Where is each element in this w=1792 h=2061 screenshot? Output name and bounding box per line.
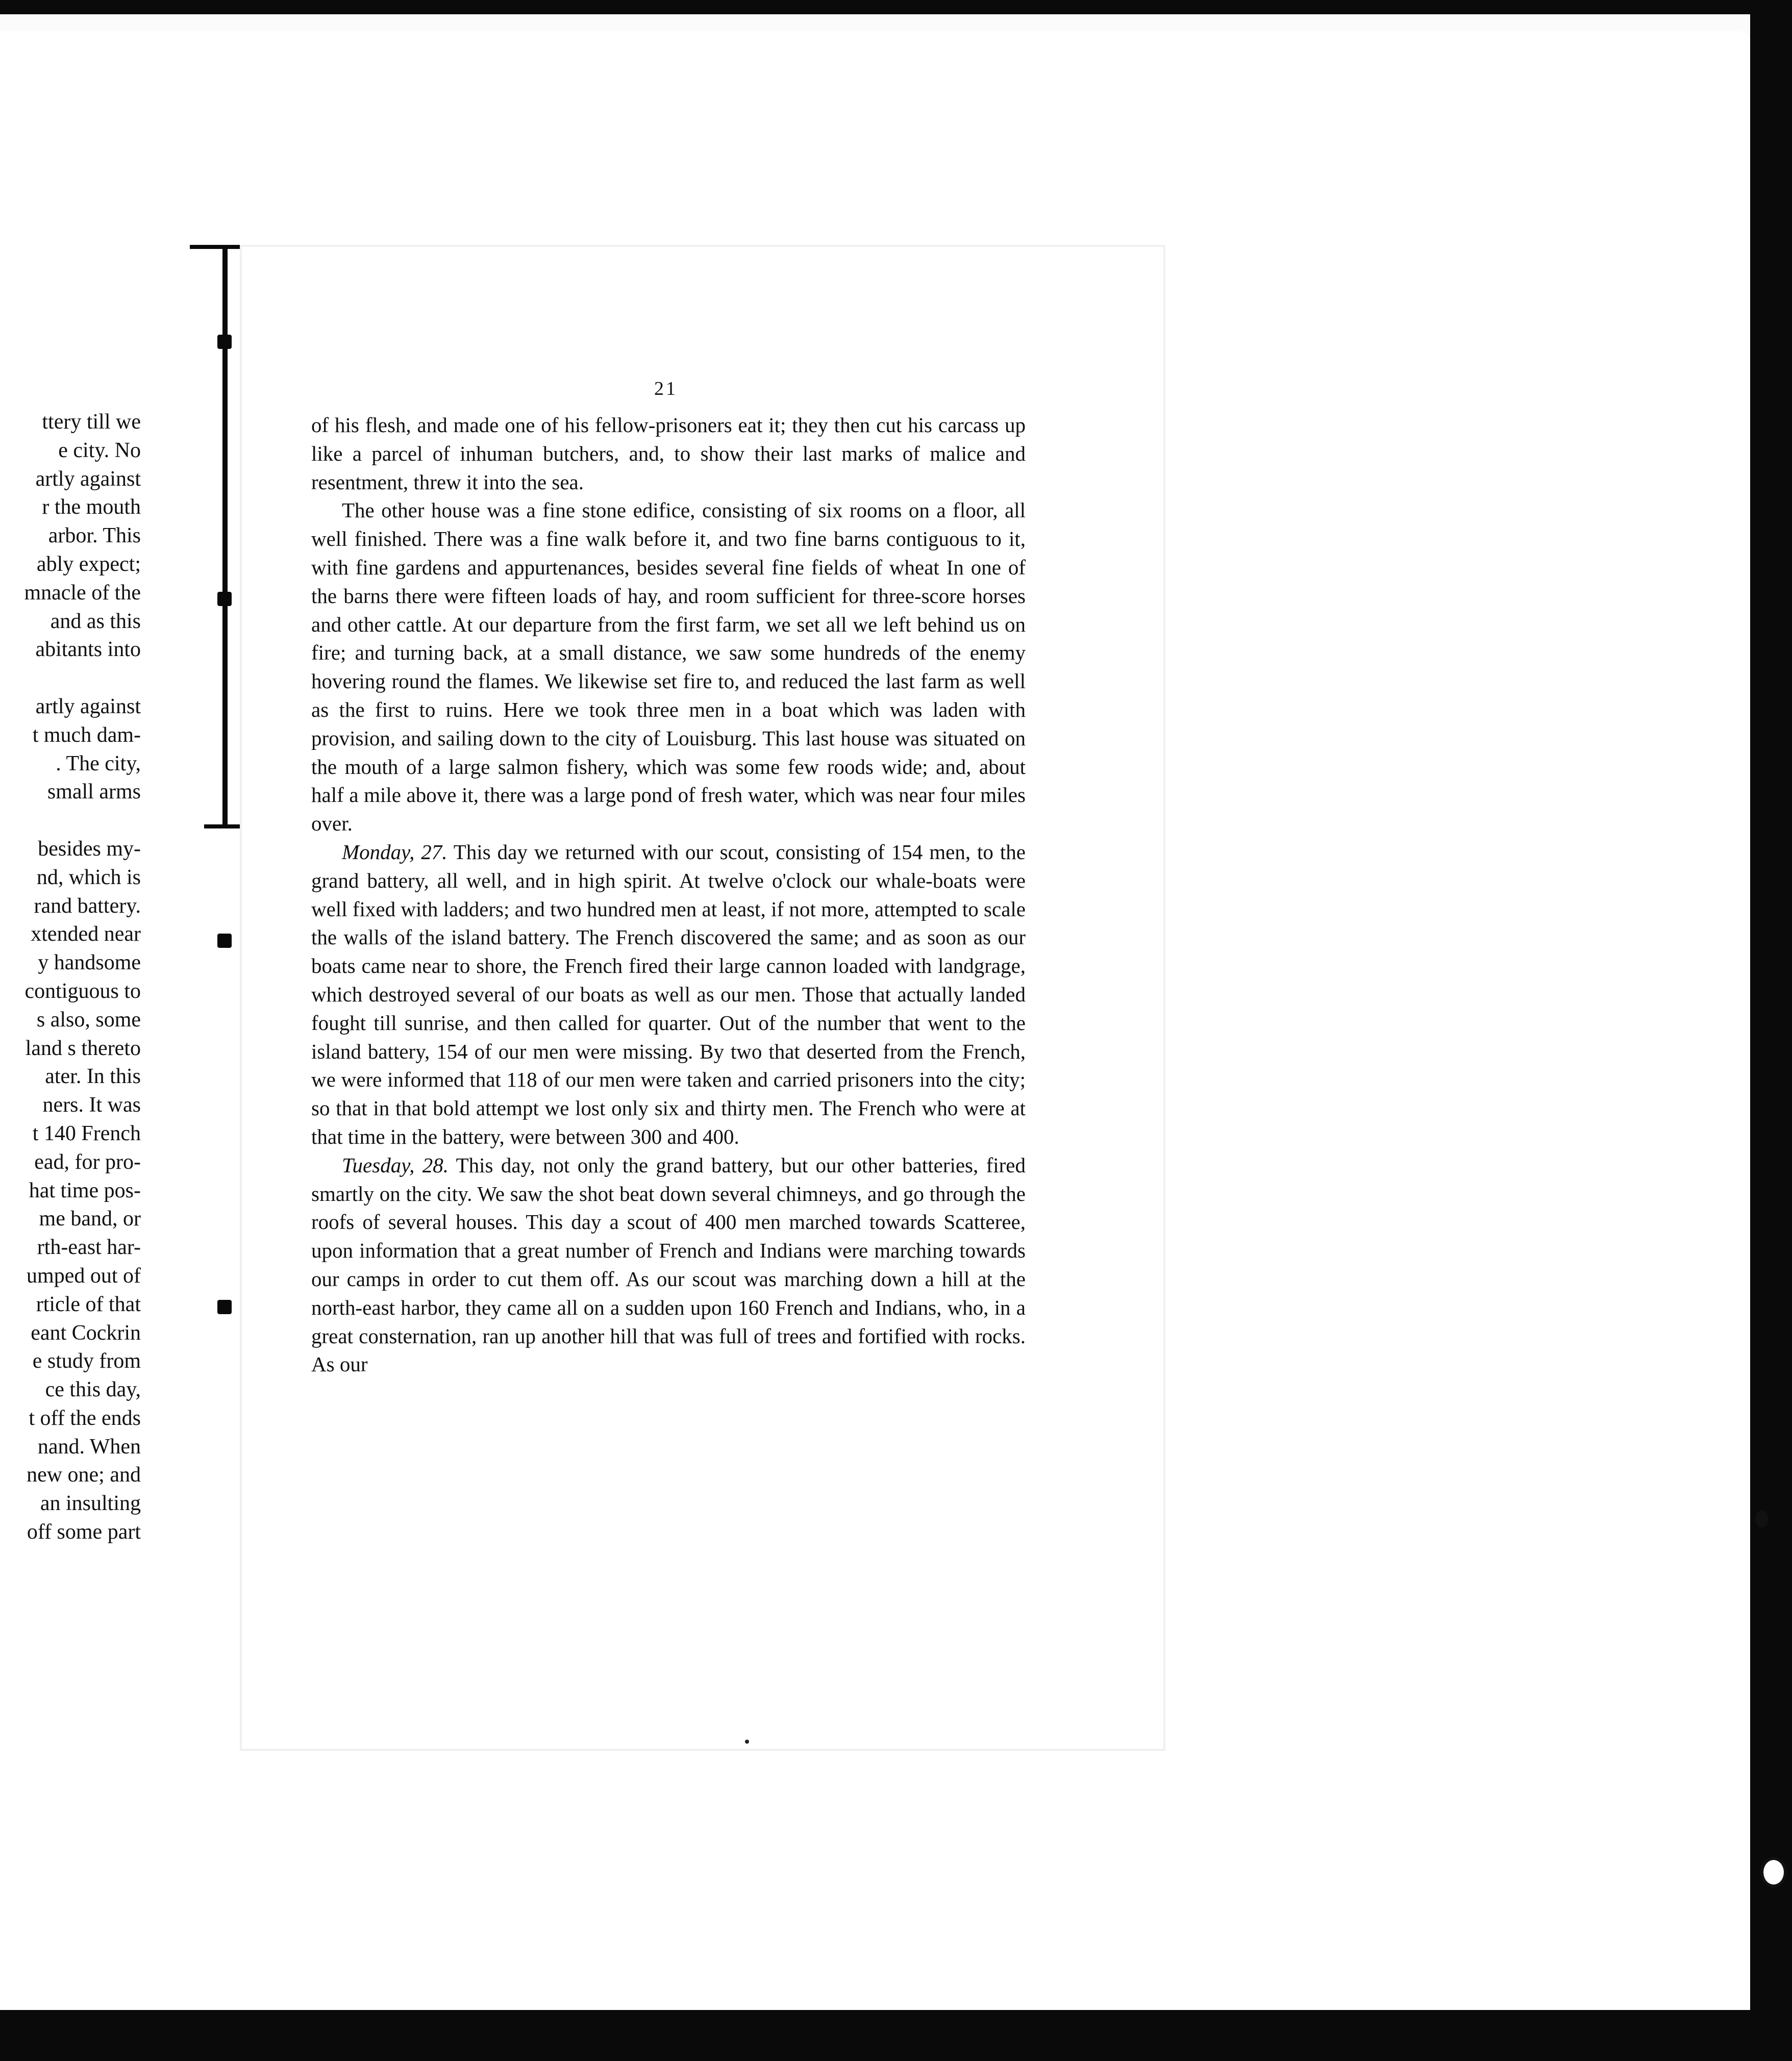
- left-page-fragment: [0, 408, 141, 1561]
- paragraph-text: This day we returned with our scout, consisting of 154 men, to the grand battery, all well, and in high spirit. At twelve o'clock our whale-boats were well fixed with ladders; and two hundred men at least, if not more, attempted to scale the walls of the island battery. The French discovered the same; and as soon as our boats came near to shore, the French fired their large cannon loaded with landgrage, which destroyed several of our boats as well as our men. Those that actually landed fought till sunrise, and then called for quarter. Out of the number that went to the island battery, 154 of our men were missing. By two that deserted from the French, we were informed that 118 of our men were taken and carried prisoners into the city; so that in that bold attempt we lost only six and thirty men. The French who were at that time in the battery, were between 300 and 400.: [311, 840, 1026, 1148]
- left-page-line: ater. In this: [45, 1065, 141, 1089]
- scan-border-bottom: [0, 2010, 1792, 2061]
- page-body: [311, 411, 1026, 1379]
- left-page-line: contiguous to: [24, 979, 141, 1003]
- body-paragraph: [311, 496, 1026, 838]
- left-page-line: rand battery.: [34, 894, 141, 918]
- paragraph-text: This day, not only the grand battery, but our other batteries, fired smartly on the city. We saw the shot beat down several chimneys, and go through the roofs of several houses. This day a scout of 400 men marched towards Scatteree, upon information that a great number of French and Indians were marching towards our camps in order to cut them off. As our scout was marching down a hill at the north-east harbor, they came all on a sudden upon 160 French and Indians, who, in a great consternation, ran up another hill that was full of trees and fortified with rocks. As our: [311, 1153, 1026, 1376]
- left-page-line: e city. No: [58, 438, 141, 462]
- left-page-line: ttery till we: [42, 410, 141, 434]
- left-page-line: y handsome: [38, 951, 141, 975]
- left-page-line: r the mouth: [42, 495, 141, 519]
- left-page-line: t 140 French: [32, 1121, 141, 1145]
- left-page-line: ce this day,: [45, 1378, 141, 1402]
- left-page-line: . The city,: [56, 751, 141, 775]
- left-page-line: hat time pos-: [29, 1178, 141, 1202]
- entry-date: Monday, 27.: [342, 840, 447, 864]
- left-page-line: rth-east har-: [37, 1236, 141, 1260]
- left-page-line: rticle of that: [36, 1292, 141, 1316]
- scan-blot: [1755, 1510, 1769, 1527]
- left-page-line: an insulting: [40, 1492, 141, 1516]
- left-page-lines: [24, 408, 141, 1547]
- gutter-knot: [217, 592, 232, 606]
- left-page-line: small arms: [47, 780, 141, 804]
- gutter-knot: [217, 335, 232, 349]
- paragraph-text: of his flesh, and made one of his fellow-prisoners eat it; they then cut his carcass up like a parcel of inhuman butchers, and, to show their last marks of malice and resentment, threw it into the sea.: [311, 413, 1026, 494]
- gutter-knot: [217, 1300, 232, 1314]
- left-page-line: arbor. This: [48, 524, 141, 548]
- scan-border-right: [1750, 0, 1792, 2061]
- scan-speck: [745, 1740, 749, 1744]
- entry-date: Tuesday, 28.: [342, 1153, 449, 1177]
- left-page-line: abitants into: [35, 638, 141, 662]
- left-page-line: new one; and: [27, 1463, 141, 1487]
- left-page-line: umped out of: [27, 1264, 141, 1288]
- left-page-line: e study from: [32, 1349, 141, 1373]
- scan-blot: [1760, 1857, 1787, 1888]
- left-page-line: t much dam-: [32, 723, 141, 747]
- body-paragraph: [311, 838, 1026, 1151]
- left-page-line: nd, which is: [36, 865, 141, 889]
- paragraph-text: The other house was a fine stone edifice, consisting of six rooms on a floor, all well finished. There was a fine walk before it, and two fine barns contiguous to it, with fine gardens and appurtenances, besides several fine fields of wheat In one of the barns there were fifteen loads of hay, and room sufficient for three-score horses and other cattle. At our departure from the first farm, we set all we left behind us on fire; and turning back, at a small distance, we saw some hundreds of the enemy hovering round the flames. We likewise set fire to, and reduced the last farm as well as the first to ruins. Here we took three men in a boat which was laden with provision, and sailing down to the city of Louisburg. This last house was situated on the mouth of a large salmon fishery, which was some few roods wide; and, about half a mile above it, there was a large pond of fresh water, which was near four miles over.: [311, 498, 1026, 836]
- left-page-line: off some part: [27, 1520, 141, 1544]
- left-page-line: s also, some: [36, 1008, 141, 1032]
- left-page-line: me band, or: [39, 1207, 141, 1231]
- gutter-rule: [222, 247, 228, 828]
- page-number: 21: [654, 378, 678, 399]
- left-page-line: and as this: [50, 609, 141, 633]
- scan-border-top: [0, 0, 1792, 14]
- left-page-line: ably expect;: [36, 552, 141, 576]
- left-page-line: nand. When: [37, 1435, 141, 1459]
- body-paragraph: [311, 1151, 1026, 1379]
- left-page-line: ead, for pro-: [34, 1150, 141, 1174]
- left-page-line: eant Cockrin: [31, 1321, 141, 1345]
- left-page-line: mnacle of the: [24, 581, 141, 605]
- left-page-line: ners. It was: [42, 1093, 141, 1117]
- left-page-line: artly against: [35, 694, 141, 718]
- left-page-line: artly against: [35, 467, 141, 491]
- left-page-line: land s thereto: [25, 1036, 141, 1060]
- left-page-line: xtended near: [31, 922, 141, 946]
- left-page-line: t off the ends: [29, 1406, 141, 1430]
- left-page-line: besides my-: [38, 837, 141, 861]
- left-page-line: [24, 807, 141, 835]
- left-page-line: [24, 664, 141, 693]
- body-paragraph: [311, 411, 1026, 496]
- gutter-knot: [217, 934, 232, 948]
